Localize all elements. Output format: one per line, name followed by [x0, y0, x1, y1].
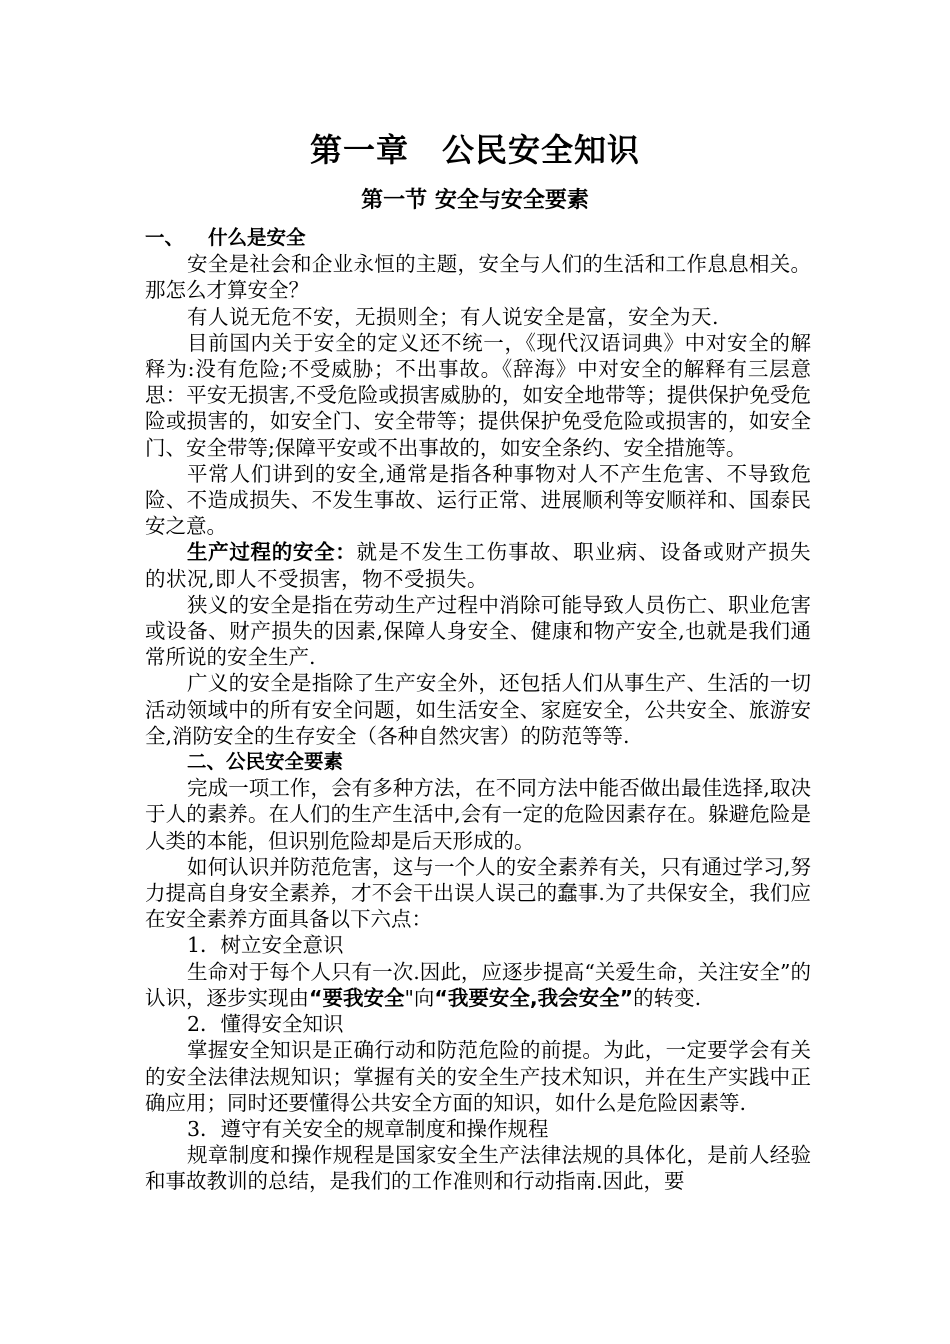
list-item-3: 3．遵守有关安全的规章制度和操作规程	[187, 1116, 549, 1141]
paragraph: 完成一项工作，会有多种方法，在不同方法中能否做出最佳选择,取决于人的素养。在人们的生产生活中,会有一定的危险因素存在。躲避危险是人类的本能，但识别危险却是后天形成的。	[145, 776, 811, 853]
bold-phrase: “要我安全	[309, 985, 405, 1010]
paragraph: 平常人们讲到的安全,通常是指各种事物对人不产生危害、不导致危险、不造成损失、不发生事故、运行正常、进展顺利等安顺祥和、国泰民安之意。	[145, 461, 811, 539]
paragraph-quote: 有人说无危不安，无损则全；有人说安全是富，安全为天.	[187, 304, 720, 329]
document-body	[145, 225, 811, 1195]
paragraph: 掌握安全知识是正确行动和防范危险的前提。为此，一定要学会有关的安全法律法规知识；掌握有关的安全生产技术知识，并在生产实践中正确应用；同时还要懂得公共安全方面的知识，如什么是危险因素等.	[145, 1038, 811, 1115]
paragraph: 狭义的安全是指在劳动生产过程中消除可能导致人员伤亡、职业危害或设备、财产损失的因素,保障人身安全、健康和物产安全,也就是我们通常所说的安全生产.	[145, 592, 811, 670]
heading-what-is-safety	[145, 225, 811, 251]
heading-number: 一、	[145, 226, 185, 249]
heading-citizen-safety-elements: 二、公民安全要素	[187, 750, 344, 774]
chapter-title: 第一章 公民安全知识	[309, 131, 640, 169]
section-title: 第一节 安全与安全要素	[361, 188, 589, 213]
bold-term: 生产过程的安全：	[187, 540, 357, 565]
bold-phrase: “我要安全,我会安全”	[434, 985, 634, 1010]
paragraph: 安全是社会和企业永恒的主题，安全与人们的生活和工作息息相关。那怎么才算安全？	[145, 252, 811, 303]
paragraph: 广义的安全是指除了生产安全外，还包括人们从事生产、生活的一切活动领域中的所有安全问题，如生活安全、家庭安全，公共安全、旅游安全,消防安全的生存安全（各种自然灾害）的防范等等.	[145, 671, 811, 748]
paragraph: 规章制度和操作规程是国家安全生产法律法规的具体化，是前人经验和事故教训的总结，是我们的工作准则和行动指南.因此，要	[145, 1143, 811, 1194]
paragraph: 目前国内关于安全的定义还不统一，《现代汉语词典》中对安全的解释为:没有危险;不受威胁；不出事故。《辞海》中对安全的解释有三层意思：平安无损害,不受危险或损害威胁的，如安全地带等；提供保护免受危险或损害的，如安全门、安全带等；提供保护免受危险或损害的，如安全门、安全带等;保障平安或不出事故的，如安全条约、安全措施等。	[145, 330, 811, 460]
list-item-2: 2．懂得安全知识	[187, 1012, 344, 1037]
heading-text: 什么是安全	[208, 226, 306, 249]
paragraph: 如何认识并防范危害，这与一个人的安全素养有关，只有通过学习,努力提高自身安全素养，才不会干出误人误己的蠢事.为了共保安全，我们应在安全素养方面具备以下六点：	[145, 854, 811, 932]
paragraph	[145, 959, 811, 1011]
list-item-1: 1．树立安全意识	[187, 933, 344, 958]
text-run: 的转变.	[633, 985, 702, 1010]
text-run: "向	[404, 985, 435, 1010]
text-run: 生命对于每个人只有一次.因此，应逐步提高“关爱生命，关注安全”的认识，逐步实现由	[145, 959, 811, 1010]
term-definition: 就是不发生工伤事故、职业病、设备或财产损失的状况,即人不受损害，物不受损失。	[145, 540, 812, 591]
paragraph-production-safety	[145, 539, 811, 591]
